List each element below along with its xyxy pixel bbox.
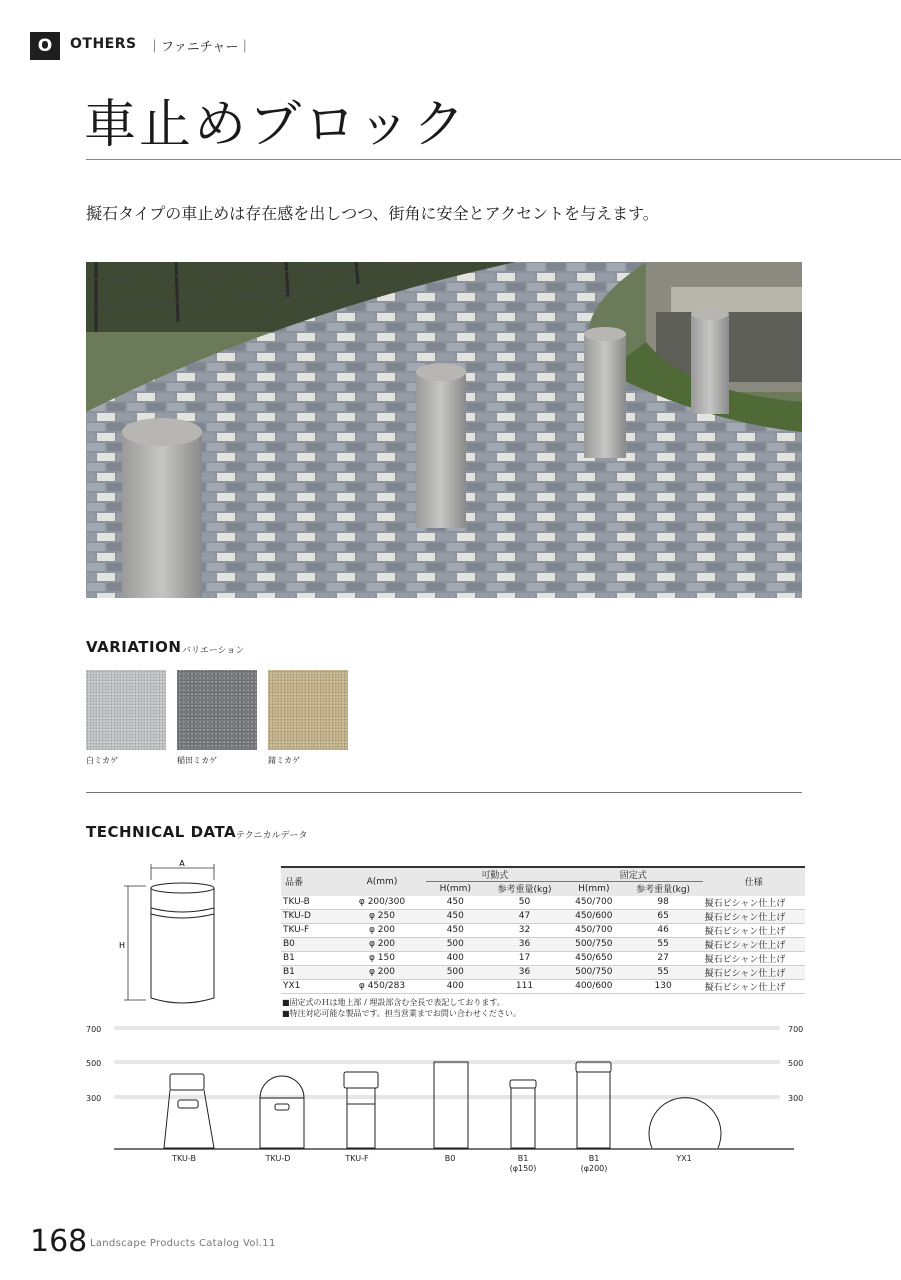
dim-h-label: H bbox=[118, 941, 126, 950]
cell-a: φ 450/283 bbox=[338, 979, 425, 993]
cell-finish: 擬石ビシャン仕上げ bbox=[703, 896, 805, 910]
cell-code: B1 bbox=[281, 951, 338, 965]
product-label: B0 bbox=[444, 1154, 456, 1163]
cell-movable-weight: 50 bbox=[485, 896, 564, 910]
section-divider bbox=[86, 792, 802, 793]
product-tku-f bbox=[344, 1072, 378, 1148]
product-sublabel: (φ200) bbox=[580, 1164, 608, 1173]
cell-movable-h: 500 bbox=[426, 965, 485, 979]
col-movable-weight: 参考重量(kg) bbox=[485, 882, 564, 896]
scale-level-label: 300 bbox=[788, 1094, 804, 1103]
product-label: YX1 bbox=[676, 1154, 692, 1163]
cell-fixed-h: 450/600 bbox=[564, 909, 624, 923]
cell-a: φ 150 bbox=[338, 951, 425, 965]
cell-fixed-h: 500/750 bbox=[564, 937, 624, 951]
product-label: B1 bbox=[588, 1154, 600, 1163]
product-label: TKU-F bbox=[345, 1154, 369, 1163]
cell-fixed-h: 450/650 bbox=[564, 951, 624, 965]
table-notes bbox=[282, 997, 521, 1019]
product-b1-150 bbox=[510, 1080, 536, 1148]
col-hinban: 品番 bbox=[281, 867, 338, 896]
product-tku-d bbox=[260, 1076, 304, 1148]
cell-movable-h: 450 bbox=[426, 909, 485, 923]
col-fixed-h: H(mm) bbox=[564, 882, 624, 896]
cell-code: TKU-F bbox=[281, 923, 338, 937]
swatch-label: 白ミカゲ bbox=[86, 756, 118, 765]
table-row bbox=[281, 937, 805, 951]
swatch-inada-granite bbox=[177, 670, 257, 750]
swatch-rust-granite bbox=[268, 670, 348, 750]
cell-finish: 擬石ビシャン仕上げ bbox=[703, 937, 805, 951]
cell-movable-h: 400 bbox=[426, 979, 485, 993]
cell-movable-weight: 36 bbox=[485, 937, 564, 951]
col-finish: 仕様 bbox=[703, 867, 805, 896]
dimension-diagram bbox=[110, 858, 230, 1008]
swatch-label: 稲田ミカゲ bbox=[177, 756, 217, 765]
note-line: ■特注対応可能な製品です。担当営業までお問い合わせください。 bbox=[282, 1009, 521, 1018]
cell-movable-weight: 17 bbox=[485, 951, 564, 965]
col-a: A(mm) bbox=[338, 867, 425, 896]
cell-movable-weight: 47 bbox=[485, 909, 564, 923]
product-sublabel: (φ150) bbox=[509, 1164, 537, 1173]
cell-finish: 擬石ビシャン仕上げ bbox=[703, 979, 805, 993]
size-comparison bbox=[86, 1020, 816, 1180]
dim-a-label: A bbox=[179, 859, 185, 868]
catalog-name: Landscape Products Catalog Vol.11 bbox=[90, 1238, 276, 1249]
cell-code: B0 bbox=[281, 937, 338, 951]
page-title: 車止めブロック bbox=[84, 95, 468, 155]
cell-movable-h: 450 bbox=[426, 923, 485, 937]
cell-a: φ 200/300 bbox=[338, 896, 425, 910]
scale-level-label: 500 bbox=[788, 1059, 804, 1068]
cell-code: TKU-B bbox=[281, 896, 338, 910]
cell-finish: 擬石ビシャン仕上げ bbox=[703, 909, 805, 923]
swatch-label: 錆ミカゲ bbox=[268, 756, 300, 765]
technical-subtitle: テクニカルデータ bbox=[236, 831, 308, 841]
note-line: ■固定式のＨは地上部 / 埋設部含む全長で表記しております。 bbox=[282, 998, 505, 1007]
cell-a: φ 200 bbox=[338, 923, 425, 937]
cell-a: φ 200 bbox=[338, 937, 425, 951]
cell-movable-h: 400 bbox=[426, 951, 485, 965]
cell-fixed-h: 450/700 bbox=[564, 896, 624, 910]
spec-table bbox=[281, 866, 805, 994]
product-tku-b bbox=[164, 1074, 214, 1148]
cell-fixed-weight: 55 bbox=[624, 937, 703, 951]
product-b0 bbox=[434, 1062, 468, 1148]
cell-movable-h: 500 bbox=[426, 937, 485, 951]
scale-level-label: 500 bbox=[86, 1059, 102, 1068]
product-photo bbox=[86, 262, 802, 598]
cell-a: φ 250 bbox=[338, 909, 425, 923]
cell-fixed-weight: 65 bbox=[624, 909, 703, 923]
cell-fixed-h: 500/750 bbox=[564, 965, 624, 979]
category-label: OTHERS bbox=[70, 36, 137, 52]
product-label: B1 bbox=[517, 1154, 529, 1163]
table-row bbox=[281, 951, 805, 965]
cell-movable-weight: 111 bbox=[485, 979, 564, 993]
cell-code: YX1 bbox=[281, 979, 338, 993]
product-label: TKU-B bbox=[172, 1154, 196, 1163]
cell-code: TKU-D bbox=[281, 909, 338, 923]
table-row bbox=[281, 965, 805, 979]
cell-fixed-weight: 46 bbox=[624, 923, 703, 937]
group-movable: 可動式 bbox=[426, 867, 564, 882]
cell-finish: 擬石ビシャン仕上げ bbox=[703, 923, 805, 937]
col-movable-h: H(mm) bbox=[426, 882, 485, 896]
variation-subtitle: バリエーション bbox=[182, 646, 245, 656]
title-divider bbox=[86, 159, 901, 160]
table-row bbox=[281, 896, 805, 910]
category-badge: O bbox=[30, 32, 60, 60]
col-fixed-weight: 参考重量(kg) bbox=[624, 882, 703, 896]
subcategory-label: ｜ファニチャー｜ bbox=[148, 40, 252, 55]
lead-text: 擬石タイプの車止めは存在感を出しつつ、街角に安全とアクセントを与えます。 bbox=[86, 204, 659, 223]
page-number: 168 bbox=[30, 1224, 88, 1259]
product-yx1 bbox=[649, 1098, 721, 1148]
cell-fixed-weight: 130 bbox=[624, 979, 703, 993]
variation-title: VARIATION bbox=[86, 638, 182, 656]
technical-title: TECHNICAL DATA bbox=[86, 823, 237, 841]
group-fixed: 固定式 bbox=[564, 867, 703, 882]
scale-level-label: 700 bbox=[788, 1025, 804, 1034]
cell-fixed-weight: 55 bbox=[624, 965, 703, 979]
table-row bbox=[281, 923, 805, 937]
cell-movable-h: 450 bbox=[426, 896, 485, 910]
cell-code: B1 bbox=[281, 965, 338, 979]
cell-finish: 擬石ビシャン仕上げ bbox=[703, 951, 805, 965]
cell-fixed-h: 450/700 bbox=[564, 923, 624, 937]
cell-a: φ 200 bbox=[338, 965, 425, 979]
table-row bbox=[281, 979, 805, 993]
scale-level-label: 700 bbox=[86, 1025, 102, 1034]
product-b1-200 bbox=[576, 1062, 611, 1148]
product-label: TKU-D bbox=[265, 1154, 291, 1163]
scale-level-label: 300 bbox=[86, 1094, 102, 1103]
swatch-white-granite bbox=[86, 670, 166, 750]
table-row bbox=[281, 909, 805, 923]
cell-movable-weight: 32 bbox=[485, 923, 564, 937]
cell-fixed-weight: 98 bbox=[624, 896, 703, 910]
cell-movable-weight: 36 bbox=[485, 965, 564, 979]
cell-fixed-h: 400/600 bbox=[564, 979, 624, 993]
cell-finish: 擬石ビシャン仕上げ bbox=[703, 965, 805, 979]
cell-fixed-weight: 27 bbox=[624, 951, 703, 965]
